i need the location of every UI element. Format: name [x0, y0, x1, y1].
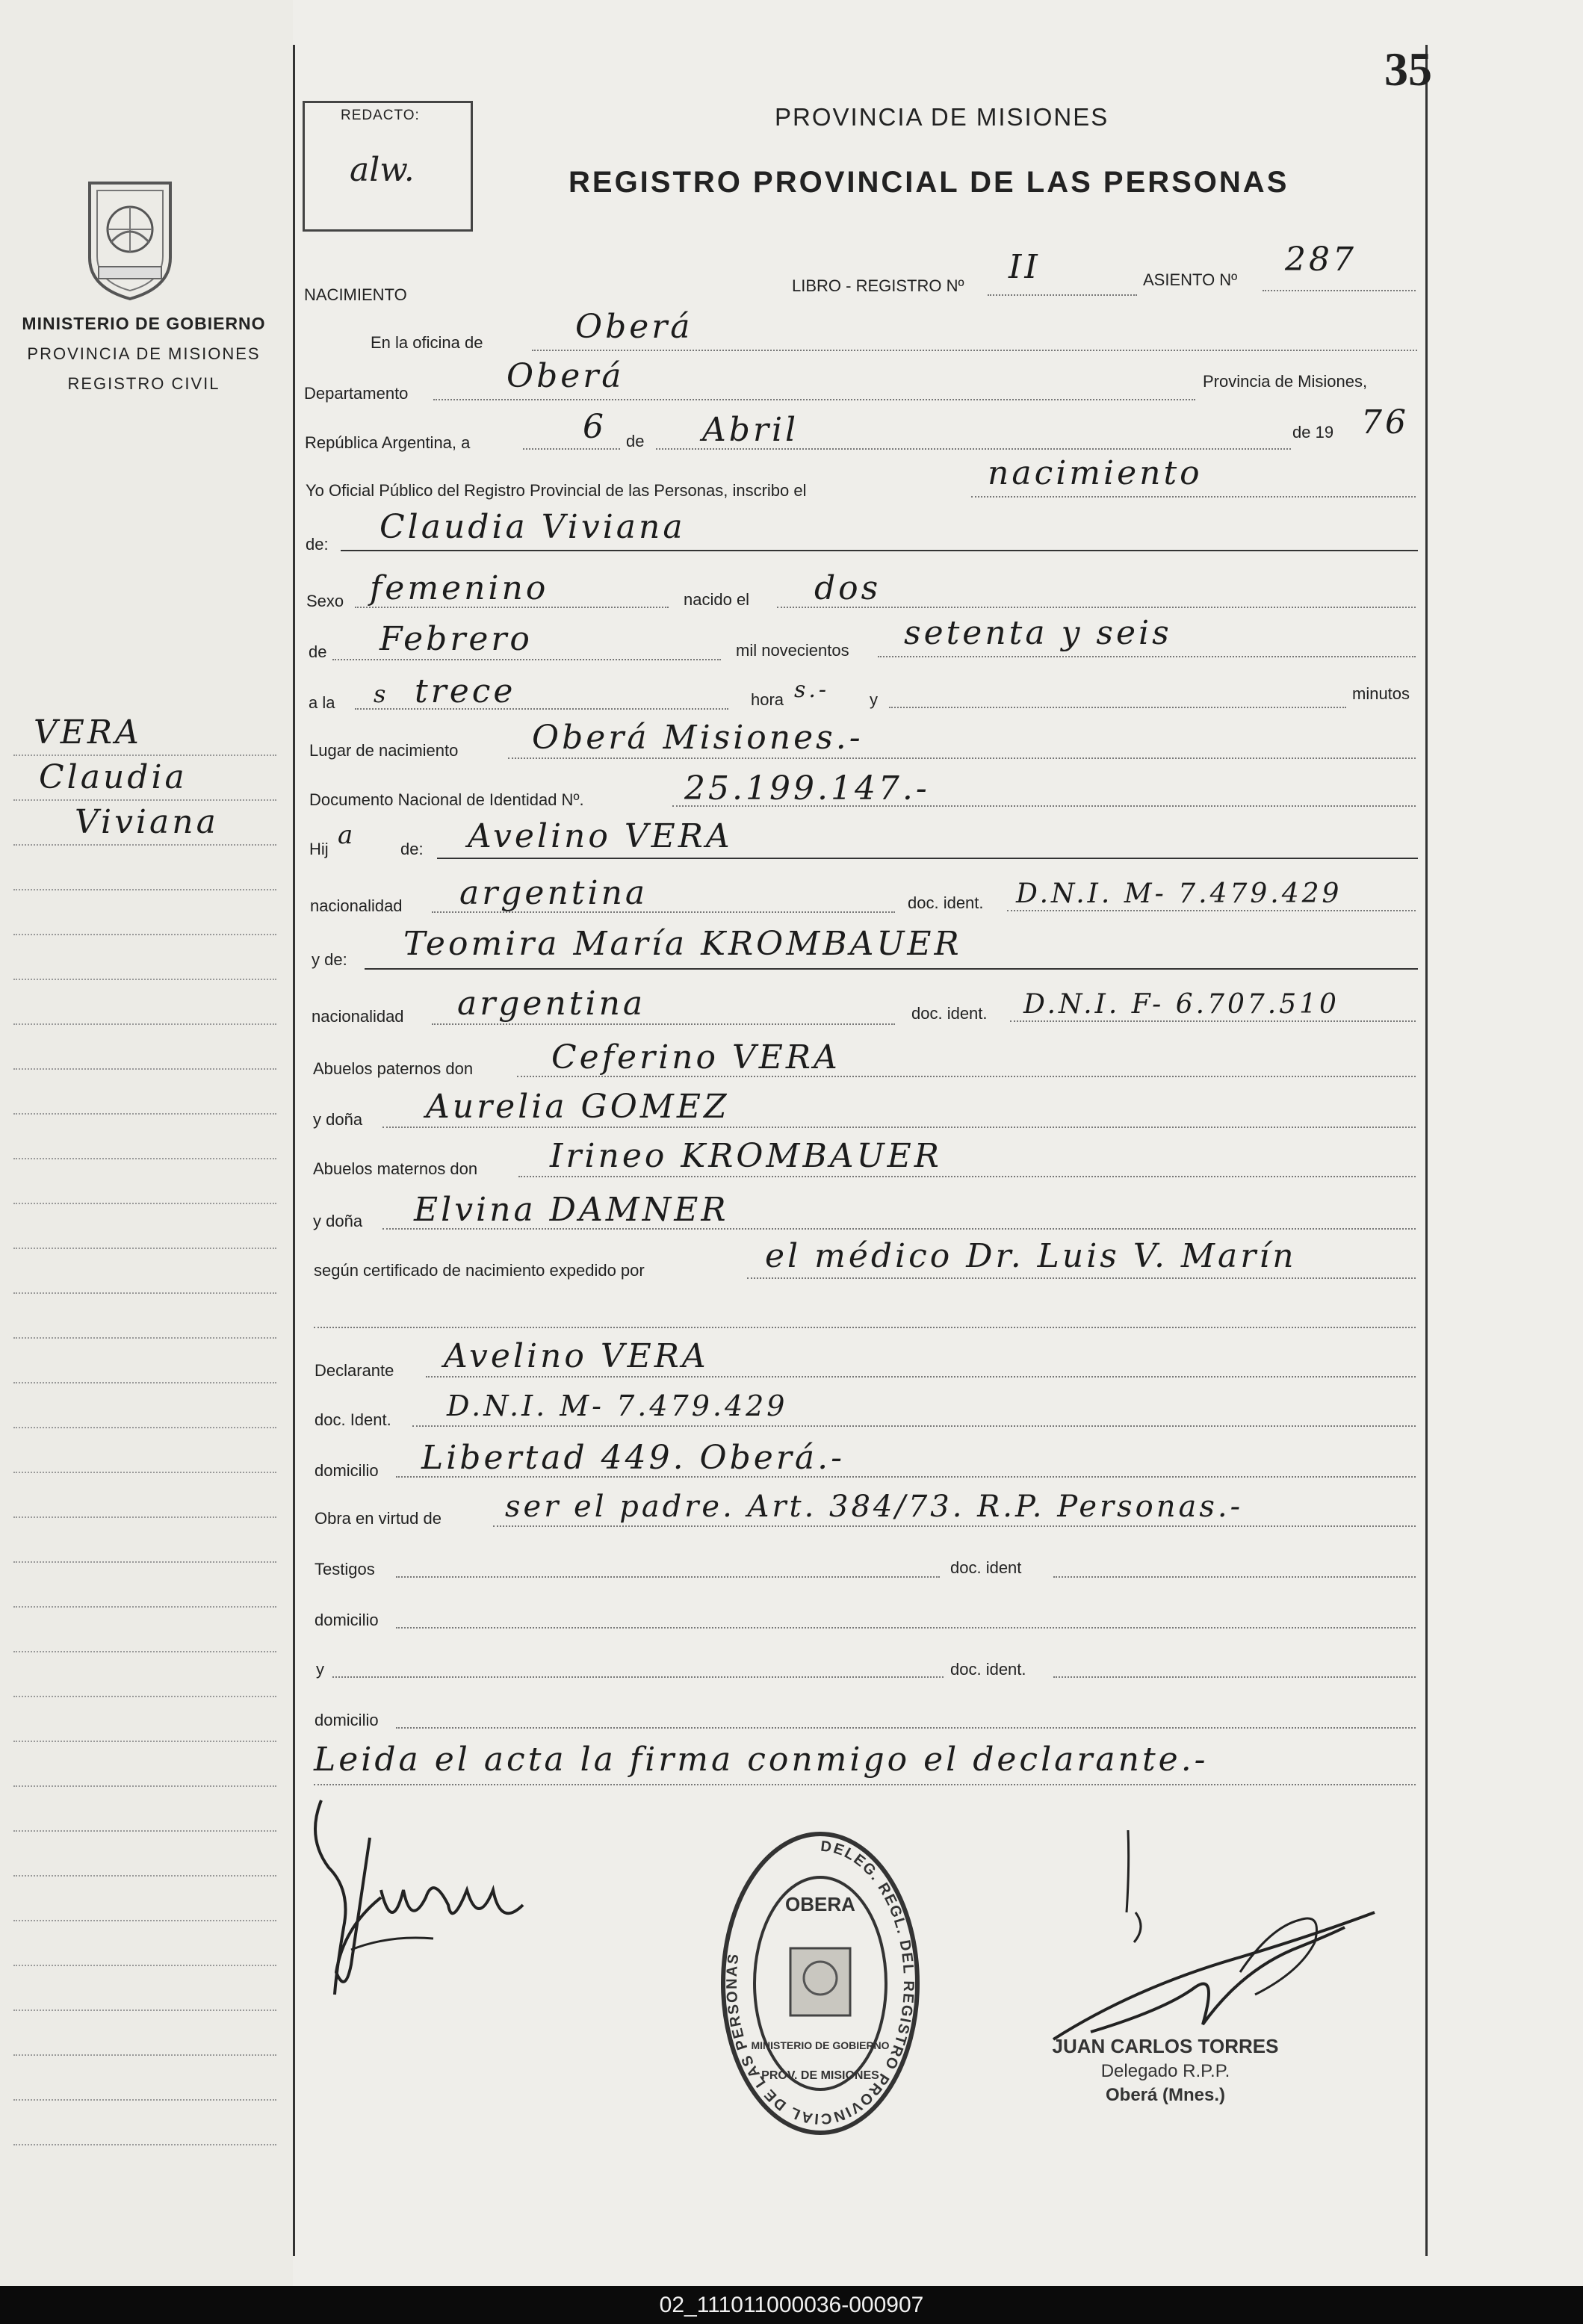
abuelo-materno-value: Irineo KROMBAUER — [550, 1137, 942, 1175]
anio-label: de 19 — [1292, 423, 1334, 441]
nombre-value: Claudia Viviana — [380, 508, 686, 546]
ministry-name: MINISTERIO DE GOBIERNO — [22, 314, 266, 333]
lugar-value: Oberá Misiones.- — [532, 719, 864, 757]
doc-declarante-value: D.N.I. M- 7.479.429 — [447, 1389, 788, 1422]
hora-prefix: s — [374, 680, 389, 708]
horas-label: hora — [751, 690, 784, 709]
abuelo-paterno-value: Ceferino VERA — [551, 1038, 840, 1076]
margin-surname: VERA — [34, 713, 142, 752]
nacionalidad-madre-value: argentina — [457, 985, 646, 1023]
stamp-ring-text: DELEG. REGL. DEL REGISTRO PROVINCIAL DE LAS PERSONAS — [723, 1838, 917, 2128]
margin-second-name: Viviana — [75, 803, 219, 841]
right-border-line — [1425, 45, 1428, 2256]
official-name: JUAN CARLOS TORRES — [1052, 2035, 1279, 2057]
dia-nacimiento-value: dos — [814, 569, 882, 607]
obra-label: Obra en virtud de — [315, 1509, 442, 1528]
header-title: REGISTRO PROVINCIAL DE LAS PERSONAS — [569, 166, 1289, 199]
nacimiento-label: NACIMIENTO — [304, 285, 407, 304]
abuelos-maternos-label: Abuelos maternos don — [313, 1159, 478, 1178]
closing-statement: Leida el acta la firma conmigo el declarante.- — [314, 1741, 1209, 1779]
provincia-label: Provincia de Misiones, — [1203, 372, 1368, 391]
nacionalidad-padre-value: argentina — [459, 874, 648, 912]
oficina-label: En la oficina de — [371, 333, 483, 352]
official-signature — [1046, 1823, 1397, 2069]
dni-value: 25.199.147.- — [684, 769, 930, 808]
y-label: y — [870, 690, 878, 709]
asiento-value: 287 — [1285, 241, 1357, 279]
coat-of-arms-icon — [75, 176, 185, 303]
abuela-paterna-value: Aurelia GOMEZ — [426, 1088, 730, 1126]
dni-label: Documento Nacional de Identidad Nº. — [309, 790, 584, 809]
mes-nacimiento-value: Febrero — [380, 620, 533, 658]
departamento-value: Oberá — [507, 357, 625, 395]
declarante-value: Avelino VERA — [444, 1337, 709, 1375]
hij-suffix: a — [338, 820, 356, 850]
official-block — [1031, 2035, 1300, 2106]
a-la-label: a la — [309, 693, 335, 712]
redacto-label: REDACTO: — [341, 108, 420, 123]
redacto-box — [303, 101, 473, 232]
abuela-materna-value: Elvina DAMNER — [414, 1191, 729, 1229]
doc-padre-label: doc. ident. — [908, 893, 984, 912]
anio-value: 76 — [1361, 403, 1409, 441]
madre-value: Teomira María KROMBAUER — [403, 925, 962, 963]
header-province: PROVINCIA DE MISIONES — [775, 103, 1109, 131]
declarante-signature — [299, 1778, 553, 2002]
hora-value: trece — [415, 672, 516, 710]
libro-value: II — [1009, 248, 1041, 286]
sexo-value: femenino — [370, 569, 549, 607]
stamp-city: OBERA — [785, 1893, 855, 1915]
margin-first-name: Claudia — [39, 758, 188, 796]
stamp-ministry: MINISTERIO DE GOBIERNO — [751, 2039, 890, 2051]
mes-nacimiento-label: de — [309, 642, 327, 661]
dia-value: 6 — [583, 408, 607, 446]
testigo2-label: y — [316, 1660, 324, 1679]
oficina-value: Oberá — [575, 308, 693, 346]
departamento-label: Departamento — [304, 384, 409, 403]
certificado-label: según certificado de nacimiento expedido por — [314, 1261, 645, 1280]
scan-id-footer: 02_111011000036-000907 — [0, 2286, 1583, 2324]
testigo1-doc-label: doc. ident — [950, 1558, 1022, 1577]
anio-nacimiento-value: setenta y seis — [904, 614, 1172, 652]
doc-padre-value: D.N.I. M- 7.479.429 — [1016, 879, 1342, 909]
republica-label: República Argentina, a — [305, 433, 471, 452]
nacido-label: nacido el — [684, 590, 750, 609]
redacto-initials: alw. — [350, 151, 415, 189]
doc-madre-label: doc. ident. — [911, 1004, 988, 1023]
declarante-label: Declarante — [315, 1361, 394, 1380]
nacionalidad-padre-label: nacionalidad — [310, 896, 403, 915]
de-label: de — [626, 432, 645, 450]
sexo-label: Sexo — [306, 592, 344, 610]
nacionalidad-madre-label: nacionalidad — [312, 1007, 404, 1026]
official-stamp — [716, 1829, 925, 2139]
oficial-label: Yo Oficial Público del Registro Provincial de las Personas, inscribo el — [306, 481, 807, 500]
horas-suffix: s.- — [794, 677, 830, 703]
hij-label: Hij — [309, 840, 329, 858]
doc-declarante-label: doc. Ident. — [315, 1410, 391, 1429]
ministry-block — [7, 314, 280, 394]
domicilio-declarante-label: domicilio — [315, 1461, 379, 1480]
abuelos-paternos-label: Abuelos paternos don — [313, 1059, 474, 1078]
mil-novecientos-label: mil novecientos — [736, 641, 849, 660]
obra-value: ser el padre. Art. 384/73. R.P. Personas.- — [505, 1490, 1244, 1524]
abuela-materna-label: y doña — [313, 1212, 363, 1230]
testigo2-doc-label: doc. ident. — [950, 1660, 1026, 1679]
libro-label: LIBRO - REGISTRO Nº — [792, 276, 964, 295]
madre-label: y de: — [312, 950, 347, 969]
left-border-line — [293, 45, 295, 2256]
testigo2-domicilio-label: domicilio — [315, 1711, 379, 1729]
nombre-label: de: — [306, 535, 329, 554]
padre-value: Avelino VERA — [468, 817, 733, 855]
stamp-province: PROV. DE MISIONES — [761, 2069, 879, 2082]
official-role: Delegado R.P.P. — [1100, 2061, 1230, 2081]
ministry-registry: REGISTRO CIVIL — [67, 374, 220, 393]
inscribe-value: nacimiento — [988, 454, 1203, 492]
testigos-label: Testigos — [315, 1560, 375, 1578]
certificado-value: el médico Dr. Luis V. Marín — [765, 1237, 1297, 1275]
domicilio-declarante-value: Libertad 449. Oberá.- — [421, 1439, 845, 1477]
testigo1-domicilio-label: domicilio — [315, 1611, 379, 1629]
official-place: Oberá (Mnes.) — [1105, 2085, 1226, 2105]
ministry-province: PROVINCIA DE MISIONES — [27, 344, 261, 363]
mes-value: Abril — [702, 411, 799, 449]
page-number: 35 — [1384, 43, 1432, 96]
abuela-paterna-label: y doña — [313, 1110, 363, 1129]
asiento-label: ASIENTO Nº — [1143, 270, 1238, 289]
lugar-label: Lugar de nacimiento — [309, 741, 459, 760]
minutos-label: minutos — [1352, 684, 1410, 703]
padre-label: de: — [400, 840, 424, 858]
doc-madre-value: D.N.I. F- 6.707.510 — [1023, 989, 1339, 1020]
